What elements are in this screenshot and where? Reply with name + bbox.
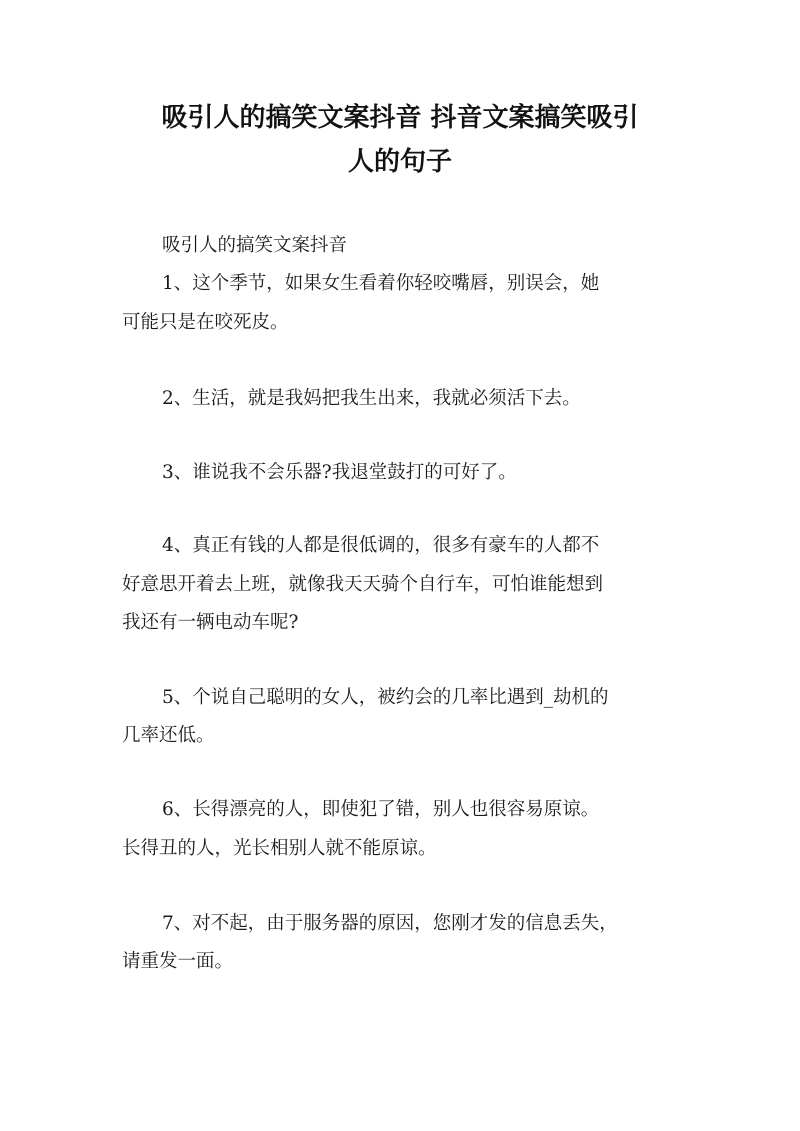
item-7-line-1: 7、对不起，由于服务器的原因，您刚才发的信息丢失， (162, 913, 618, 934)
title-line-1: 吸引人的搞笑文案抖音 抖音文案搞笑吸引 (161, 103, 639, 133)
title-line-2: 人的句子 (347, 147, 452, 177)
item-7-line-2: 请重发一面。 (122, 951, 234, 972)
item-1-line-1: 1、这个季节，如果女生看着你轻咬嘴唇，别误会，她 (162, 273, 600, 294)
document-title (100, 96, 700, 184)
item-6-line-1: 6、长得漂亮的人，即使犯了错，别人也很容易原谅。 (162, 799, 600, 820)
item-4-line-3: 我还有一辆电动车呢? (122, 612, 299, 633)
item-3-line-1: 3、谁说我不会乐器?我退堂鼓打的可好了。 (162, 462, 517, 483)
item-4-line-2: 好意思开着去上班，就像我天天骑个自行车，可怕谁能想到 (122, 574, 604, 595)
section-heading: 吸引人的搞笑文案抖音 (162, 235, 348, 256)
item-2-line-1: 2、生活，就是我妈把我生出来，我就必须活下去。 (162, 388, 581, 409)
item-1-line-2: 可能只是在咬死皮。 (122, 312, 289, 333)
item-6-line-2: 长得丑的人，光长相别人就不能原谅。 (122, 838, 437, 859)
item-4-line-1: 4、真正有钱的人都是很低调的，很多有豪车的人都不 (162, 535, 600, 556)
item-5-line-1: 5、个说自己聪明的女人，被约会的几率比遇到_劫机的 (162, 687, 609, 708)
item-5-line-2: 几率还低。 (122, 725, 215, 746)
